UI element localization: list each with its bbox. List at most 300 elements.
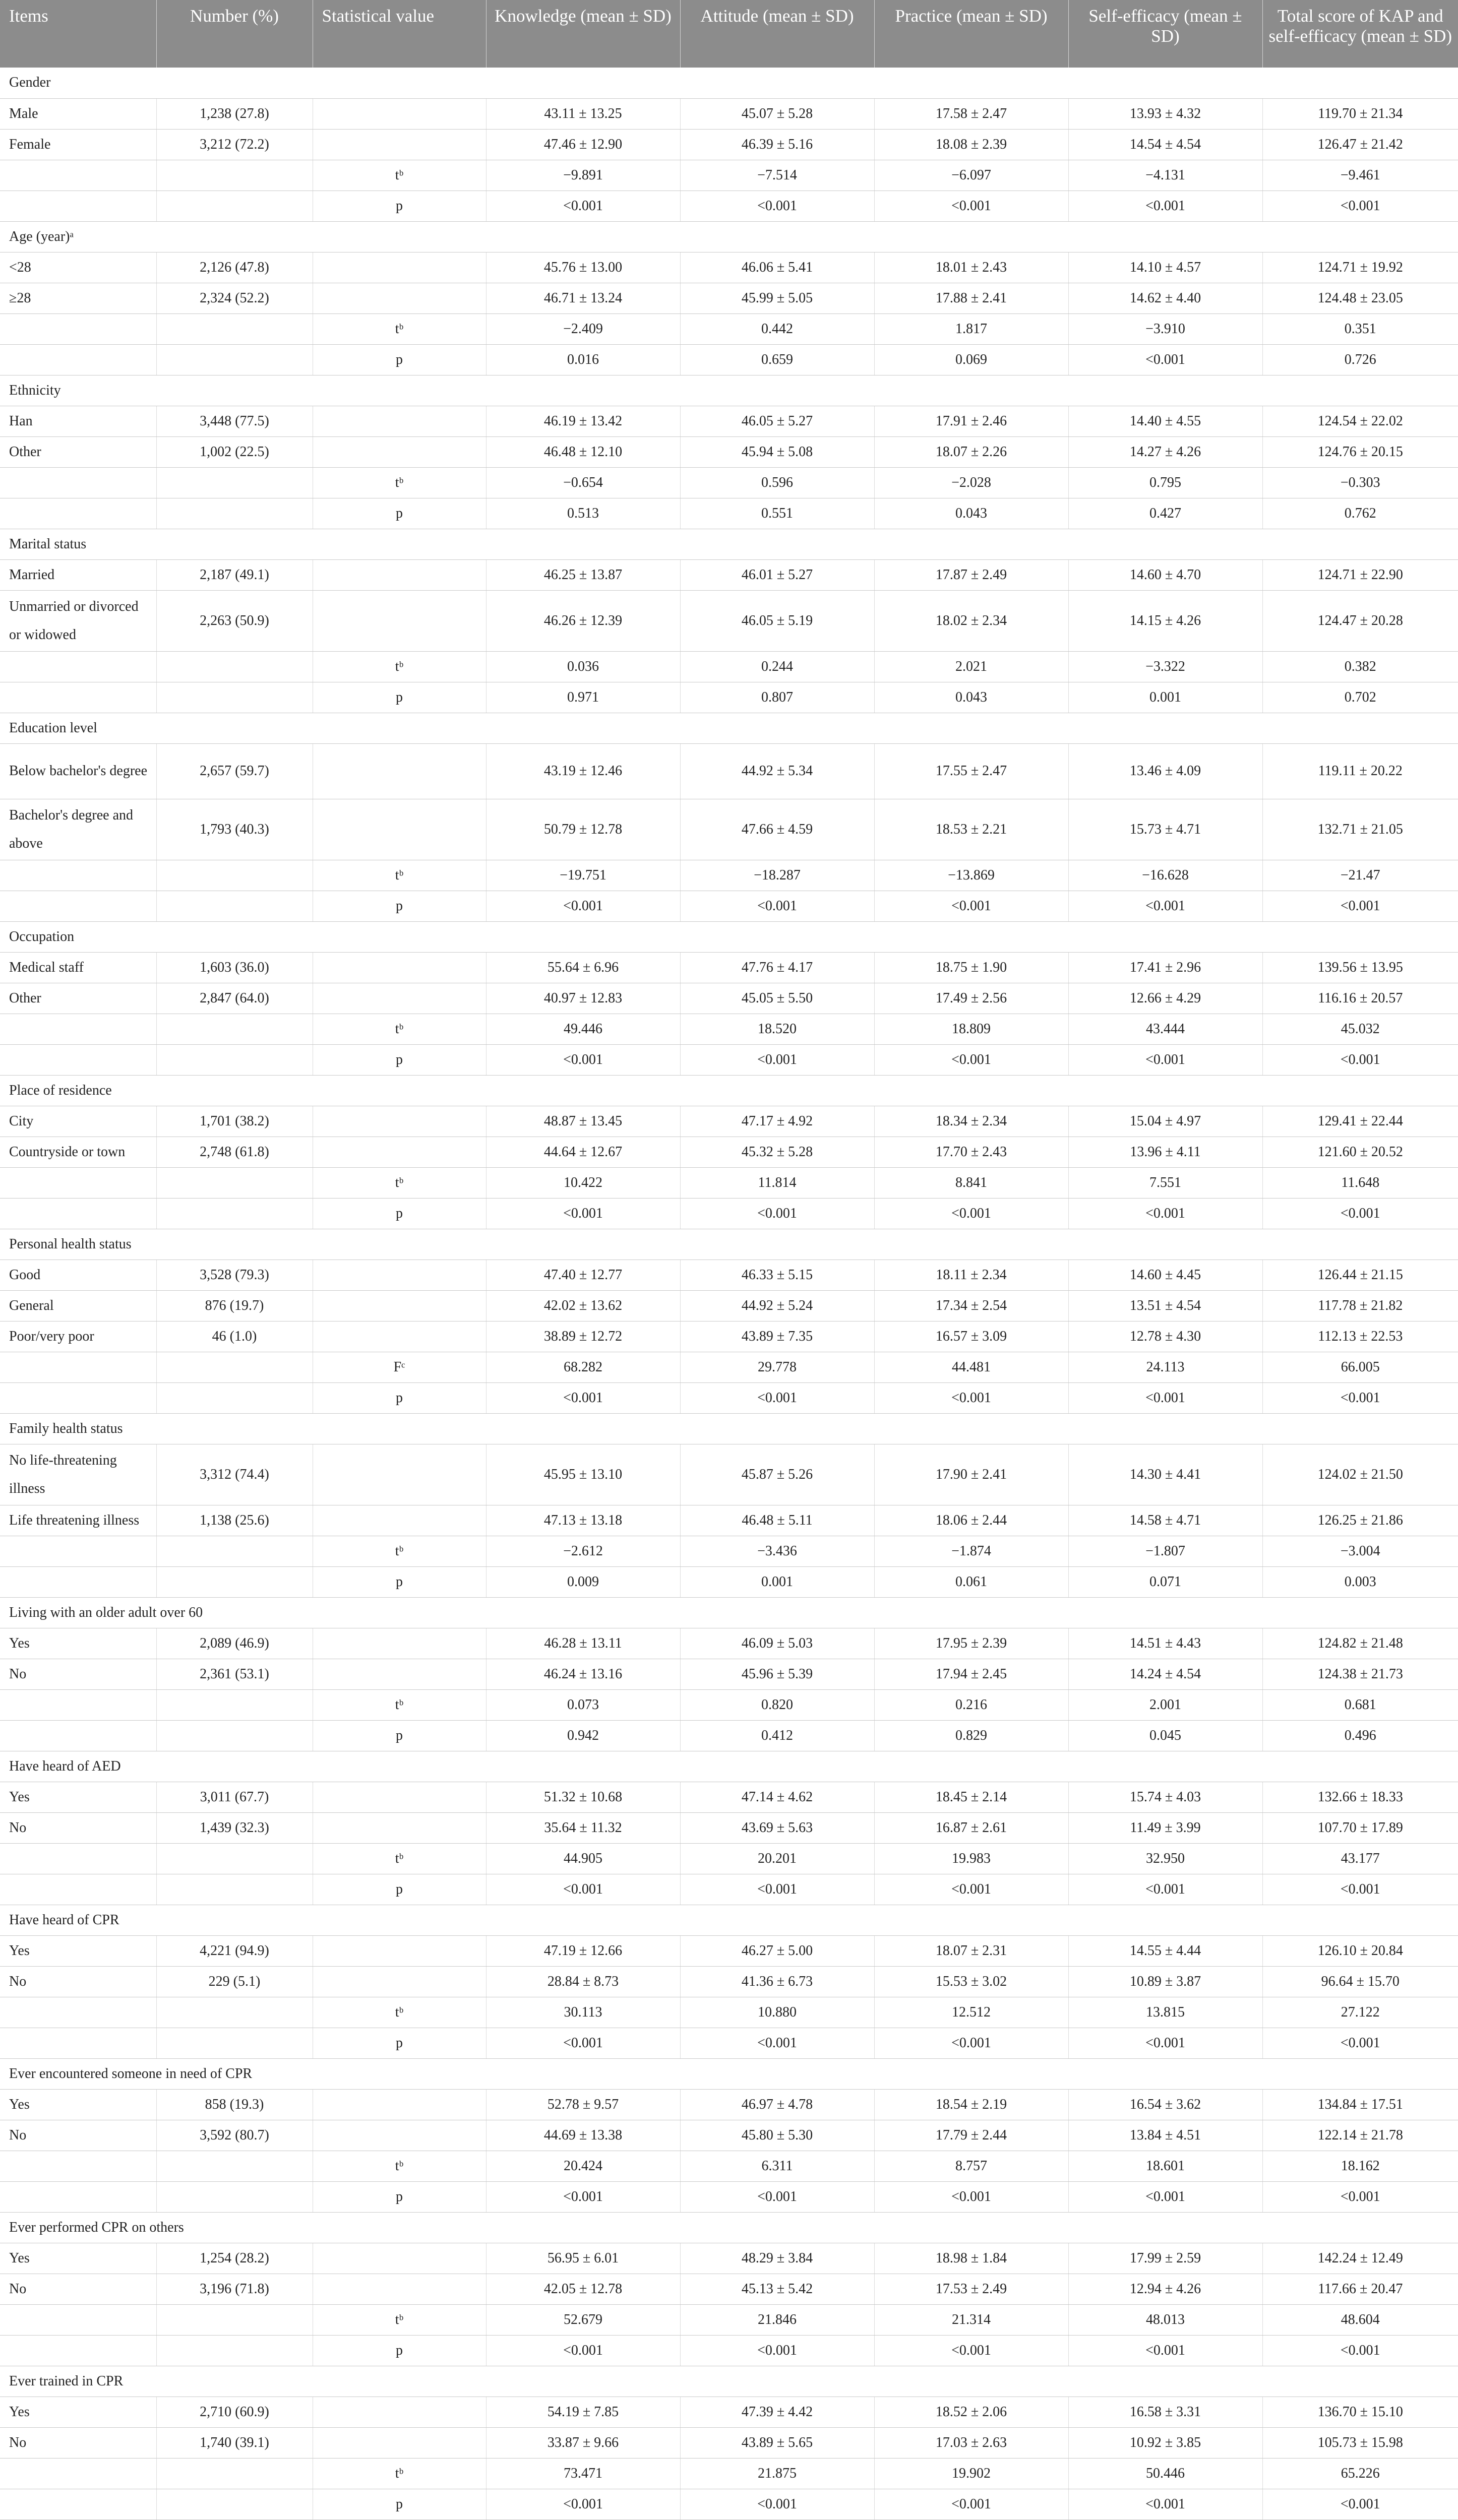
row-number	[156, 2335, 313, 2366]
group-title: Marital status	[0, 529, 1458, 559]
attitude-cell: 45.94 ± 5.08	[680, 436, 874, 467]
self-efficacy-cell: 13.46 ± 4.09	[1068, 743, 1262, 799]
row-label	[0, 1167, 156, 1198]
total-score-cell: 142.24 ± 12.49	[1262, 2243, 1458, 2274]
row-label: City	[0, 1106, 156, 1137]
knowledge-cell: 0.513	[486, 498, 680, 529]
row-stat-label	[313, 1966, 486, 1997]
total-score-cell: 0.496	[1262, 1720, 1458, 1751]
self-efficacy-cell: 14.62 ± 4.40	[1068, 283, 1262, 313]
group-title: Gender	[0, 68, 1458, 98]
knowledge-cell: 54.19 ± 7.85	[486, 2397, 680, 2427]
self-efficacy-cell: <0.001	[1068, 1874, 1262, 1905]
row-stat-label	[313, 2397, 486, 2427]
row-number: 1,603 (36.0)	[156, 952, 313, 983]
group-title: Family health status	[0, 1413, 1458, 1444]
total-score-cell: <0.001	[1262, 2335, 1458, 2366]
attitude-cell: 47.76 ± 4.17	[680, 952, 874, 983]
total-score-cell: 121.60 ± 20.52	[1262, 1137, 1458, 1167]
knowledge-cell: −0.654	[486, 467, 680, 498]
header-statistical-value: Statistical value	[313, 0, 486, 68]
row-number	[156, 160, 313, 191]
total-score-cell: 43.177	[1262, 1843, 1458, 1874]
header-items: Items	[0, 0, 156, 68]
total-score-cell: 0.681	[1262, 1689, 1458, 1720]
knowledge-cell: 46.24 ± 13.16	[486, 1659, 680, 1689]
practice-cell: <0.001	[874, 2028, 1068, 2058]
group-header-row	[0, 713, 1458, 743]
attitude-cell: 48.29 ± 3.84	[680, 2243, 874, 2274]
row-label: No life-threatening illness	[0, 1444, 156, 1505]
row-number: 3,196 (71.8)	[156, 2274, 313, 2304]
row-label: Yes	[0, 2089, 156, 2120]
table-row	[0, 98, 1458, 129]
attitude-cell: 47.39 ± 4.42	[680, 2397, 874, 2427]
row-stat-label	[313, 1290, 486, 1321]
practice-cell: <0.001	[874, 1044, 1068, 1075]
practice-cell: <0.001	[874, 2335, 1068, 2366]
row-label: ≥28	[0, 283, 156, 313]
self-efficacy-cell: 14.60 ± 4.45	[1068, 1259, 1262, 1290]
row-stat-label: p	[313, 1382, 486, 1413]
group-title: Place of residence	[0, 1075, 1458, 1106]
row-label	[0, 2181, 156, 2212]
row-number: 2,324 (52.2)	[156, 283, 313, 313]
total-score-cell: 105.73 ± 15.98	[1262, 2427, 1458, 2458]
self-efficacy-cell: 50.446	[1068, 2458, 1262, 2489]
row-number	[156, 891, 313, 921]
row-number: 858 (19.3)	[156, 2089, 313, 2120]
self-efficacy-cell: 13.84 ± 4.51	[1068, 2120, 1262, 2151]
row-label	[0, 498, 156, 529]
knowledge-cell: 47.19 ± 12.66	[486, 1935, 680, 1966]
attitude-cell: 44.92 ± 5.34	[680, 743, 874, 799]
total-score-cell: 126.25 ± 21.86	[1262, 1505, 1458, 1536]
row-label: Bachelor's degree and above	[0, 799, 156, 860]
attitude-cell: 47.17 ± 4.92	[680, 1106, 874, 1137]
attitude-cell: −18.287	[680, 860, 874, 891]
total-score-cell: 132.71 ± 21.05	[1262, 799, 1458, 860]
row-number	[156, 2028, 313, 2058]
row-label	[0, 2028, 156, 2058]
row-number: 3,528 (79.3)	[156, 1259, 313, 1290]
group-header-row	[0, 529, 1458, 559]
row-stat-label	[313, 2274, 486, 2304]
self-efficacy-cell: −1.807	[1068, 1536, 1262, 1566]
table-row	[0, 1935, 1458, 1966]
attitude-cell: 6.311	[680, 2151, 874, 2181]
row-number: 2,710 (60.9)	[156, 2397, 313, 2427]
table-row	[0, 344, 1458, 375]
row-number: 3,448 (77.5)	[156, 406, 313, 436]
table-row	[0, 498, 1458, 529]
attitude-cell: 45.87 ± 5.26	[680, 1444, 874, 1505]
attitude-cell: <0.001	[680, 1198, 874, 1229]
self-efficacy-cell: 14.27 ± 4.26	[1068, 436, 1262, 467]
group-title: Living with an older adult over 60	[0, 1597, 1458, 1628]
row-stat-label: tᵇ	[313, 2458, 486, 2489]
knowledge-cell: 38.89 ± 12.72	[486, 1321, 680, 1352]
row-stat-label: p	[313, 1720, 486, 1751]
total-score-cell: 129.41 ± 22.44	[1262, 1106, 1458, 1137]
row-number: 3,212 (72.2)	[156, 129, 313, 160]
knowledge-cell: <0.001	[486, 1382, 680, 1413]
row-stat-label	[313, 799, 486, 860]
table-row	[0, 1137, 1458, 1167]
total-score-cell: 124.02 ± 21.50	[1262, 1444, 1458, 1505]
row-number: 2,263 (50.9)	[156, 590, 313, 651]
attitude-cell: 21.846	[680, 2304, 874, 2335]
table-row	[0, 651, 1458, 682]
row-number: 3,011 (67.7)	[156, 1782, 313, 1812]
attitude-cell: 46.39 ± 5.16	[680, 129, 874, 160]
row-stat-label	[313, 2427, 486, 2458]
table-row	[0, 1536, 1458, 1566]
table-row	[0, 1874, 1458, 1905]
row-label	[0, 1014, 156, 1044]
table-row	[0, 1382, 1458, 1413]
row-stat-label	[313, 1137, 486, 1167]
row-label: Life threatening illness	[0, 1505, 156, 1536]
row-stat-label: tᵇ	[313, 467, 486, 498]
knowledge-cell: 46.28 ± 13.11	[486, 1628, 680, 1659]
attitude-cell: 0.659	[680, 344, 874, 375]
table-row	[0, 1997, 1458, 2028]
row-stat-label: tᵇ	[313, 2151, 486, 2181]
row-number	[156, 2151, 313, 2181]
row-stat-label	[313, 98, 486, 129]
self-efficacy-cell: 13.815	[1068, 1997, 1262, 2028]
knowledge-cell: <0.001	[486, 1874, 680, 1905]
total-score-cell: <0.001	[1262, 2181, 1458, 2212]
table-row	[0, 860, 1458, 891]
row-label: No	[0, 1659, 156, 1689]
row-stat-label: tᵇ	[313, 1843, 486, 1874]
knowledge-cell: 46.71 ± 13.24	[486, 283, 680, 313]
row-label: General	[0, 1290, 156, 1321]
total-score-cell: <0.001	[1262, 2028, 1458, 2058]
row-label	[0, 2151, 156, 2181]
row-stat-label: tᵇ	[313, 313, 486, 344]
self-efficacy-cell: 15.73 ± 4.71	[1068, 799, 1262, 860]
group-header-row	[0, 1413, 1458, 1444]
row-label: Yes	[0, 2243, 156, 2274]
table-row	[0, 1720, 1458, 1751]
attitude-cell: 0.807	[680, 682, 874, 713]
row-number	[156, 1720, 313, 1751]
table-row	[0, 891, 1458, 921]
knowledge-cell: 10.422	[486, 1167, 680, 1198]
total-score-cell: 0.702	[1262, 682, 1458, 713]
total-score-cell: 124.54 ± 22.02	[1262, 406, 1458, 436]
practice-cell: −13.869	[874, 860, 1068, 891]
attitude-cell: 46.48 ± 5.11	[680, 1505, 874, 1536]
attitude-cell: 0.412	[680, 1720, 874, 1751]
total-score-cell: 0.762	[1262, 498, 1458, 529]
knowledge-cell: −2.409	[486, 313, 680, 344]
self-efficacy-cell: <0.001	[1068, 191, 1262, 221]
table-row	[0, 682, 1458, 713]
row-number: 2,657 (59.7)	[156, 743, 313, 799]
total-score-cell: 96.64 ± 15.70	[1262, 1966, 1458, 1997]
practice-cell: 16.57 ± 3.09	[874, 1321, 1068, 1352]
self-efficacy-cell: −16.628	[1068, 860, 1262, 891]
attitude-cell: 46.97 ± 4.78	[680, 2089, 874, 2120]
row-stat-label	[313, 1444, 486, 1505]
attitude-cell: 0.551	[680, 498, 874, 529]
total-score-cell: <0.001	[1262, 1198, 1458, 1229]
practice-cell: 18.52 ± 2.06	[874, 2397, 1068, 2427]
practice-cell: 18.45 ± 2.14	[874, 1782, 1068, 1812]
row-label: Countryside or town	[0, 1137, 156, 1167]
practice-cell: 18.34 ± 2.34	[874, 1106, 1068, 1137]
row-label: <28	[0, 252, 156, 283]
row-stat-label	[313, 743, 486, 799]
knowledge-cell: 56.95 ± 6.01	[486, 2243, 680, 2274]
total-score-cell: 0.351	[1262, 313, 1458, 344]
total-score-cell: 124.71 ± 19.92	[1262, 252, 1458, 283]
table-row	[0, 2335, 1458, 2366]
table-row	[0, 1659, 1458, 1689]
row-label: Female	[0, 129, 156, 160]
self-efficacy-cell: <0.001	[1068, 2028, 1262, 2058]
row-number: 1,740 (39.1)	[156, 2427, 313, 2458]
row-stat-label: p	[313, 498, 486, 529]
row-number	[156, 1536, 313, 1566]
row-number	[156, 191, 313, 221]
self-efficacy-cell: <0.001	[1068, 1382, 1262, 1413]
self-efficacy-cell: 12.66 ± 4.29	[1068, 983, 1262, 1014]
header-attitude: Attitude (mean ± SD)	[680, 0, 874, 68]
table-row	[0, 1566, 1458, 1597]
row-number	[156, 2458, 313, 2489]
self-efficacy-cell: −3.322	[1068, 651, 1262, 682]
knowledge-cell: 35.64 ± 11.32	[486, 1812, 680, 1843]
self-efficacy-cell: 17.99 ± 2.59	[1068, 2243, 1262, 2274]
knowledge-cell: 42.02 ± 13.62	[486, 1290, 680, 1321]
knowledge-cell: 40.97 ± 12.83	[486, 983, 680, 1014]
attitude-cell: 10.880	[680, 1997, 874, 2028]
attitude-cell: 46.33 ± 5.15	[680, 1259, 874, 1290]
row-stat-label: tᵇ	[313, 1689, 486, 1720]
practice-cell: <0.001	[874, 1874, 1068, 1905]
table-row	[0, 406, 1458, 436]
row-label: No	[0, 2120, 156, 2151]
row-label	[0, 1997, 156, 2028]
total-score-cell: <0.001	[1262, 191, 1458, 221]
total-score-cell: 126.44 ± 21.15	[1262, 1259, 1458, 1290]
knowledge-cell: 42.05 ± 12.78	[486, 2274, 680, 2304]
practice-cell: 17.95 ± 2.39	[874, 1628, 1068, 1659]
group-header-row	[0, 1751, 1458, 1782]
row-number	[156, 1997, 313, 2028]
table-row	[0, 2089, 1458, 2120]
table-row	[0, 129, 1458, 160]
attitude-cell: 0.596	[680, 467, 874, 498]
row-number: 4,221 (94.9)	[156, 1935, 313, 1966]
knowledge-cell: −19.751	[486, 860, 680, 891]
practice-cell: 18.53 ± 2.21	[874, 799, 1068, 860]
table-row	[0, 1321, 1458, 1352]
practice-cell: 17.87 ± 2.49	[874, 559, 1068, 590]
total-score-cell: 136.70 ± 15.10	[1262, 2397, 1458, 2427]
knowledge-cell: <0.001	[486, 2181, 680, 2212]
row-number	[156, 1566, 313, 1597]
knowledge-cell: 44.69 ± 13.38	[486, 2120, 680, 2151]
table-row	[0, 2397, 1458, 2427]
row-number	[156, 1167, 313, 1198]
self-efficacy-cell: 13.93 ± 4.32	[1068, 98, 1262, 129]
row-label: No	[0, 2274, 156, 2304]
attitude-cell: <0.001	[680, 2335, 874, 2366]
knowledge-cell: 20.424	[486, 2151, 680, 2181]
group-title: Have heard of AED	[0, 1751, 1458, 1782]
row-stat-label	[313, 283, 486, 313]
row-number	[156, 1843, 313, 1874]
knowledge-cell: 55.64 ± 6.96	[486, 952, 680, 983]
knowledge-cell: 47.40 ± 12.77	[486, 1259, 680, 1290]
total-score-cell: 122.14 ± 21.78	[1262, 2120, 1458, 2151]
row-stat-label	[313, 2243, 486, 2274]
total-score-cell: 126.10 ± 20.84	[1262, 1935, 1458, 1966]
practice-cell: 17.49 ± 2.56	[874, 983, 1068, 1014]
self-efficacy-cell: 18.601	[1068, 2151, 1262, 2181]
group-header-row	[0, 68, 1458, 98]
practice-cell: <0.001	[874, 891, 1068, 921]
attitude-cell: 29.778	[680, 1352, 874, 1382]
attitude-cell: <0.001	[680, 1044, 874, 1075]
row-stat-label: p	[313, 1566, 486, 1597]
practice-cell: <0.001	[874, 2181, 1068, 2212]
knowledge-cell: 46.25 ± 13.87	[486, 559, 680, 590]
row-number	[156, 1874, 313, 1905]
table-row	[0, 1290, 1458, 1321]
practice-cell: 18.08 ± 2.39	[874, 129, 1068, 160]
total-score-cell: 126.47 ± 21.42	[1262, 129, 1458, 160]
table-row	[0, 1689, 1458, 1720]
row-number	[156, 344, 313, 375]
self-efficacy-cell: 14.54 ± 4.54	[1068, 129, 1262, 160]
knowledge-cell: 46.48 ± 12.10	[486, 436, 680, 467]
group-title: Age (year)ᵃ	[0, 221, 1458, 252]
knowledge-cell: 52.679	[486, 2304, 680, 2335]
table-row	[0, 160, 1458, 191]
row-label: No	[0, 1966, 156, 1997]
knowledge-cell: 47.13 ± 13.18	[486, 1505, 680, 1536]
row-number	[156, 1382, 313, 1413]
practice-cell: 17.58 ± 2.47	[874, 98, 1068, 129]
row-number	[156, 1352, 313, 1382]
table-row	[0, 799, 1458, 860]
knowledge-cell: 44.905	[486, 1843, 680, 1874]
attitude-cell: 45.13 ± 5.42	[680, 2274, 874, 2304]
attitude-cell: <0.001	[680, 891, 874, 921]
practice-cell: 18.01 ± 2.43	[874, 252, 1068, 283]
practice-cell: 0.043	[874, 498, 1068, 529]
attitude-cell: 44.92 ± 5.24	[680, 1290, 874, 1321]
table-row	[0, 252, 1458, 283]
row-label	[0, 2458, 156, 2489]
self-efficacy-cell: 48.013	[1068, 2304, 1262, 2335]
self-efficacy-cell: 7.551	[1068, 1167, 1262, 1198]
row-stat-label: Fᶜ	[313, 1352, 486, 1382]
knowledge-cell: 0.073	[486, 1689, 680, 1720]
attitude-cell: 0.820	[680, 1689, 874, 1720]
knowledge-cell: <0.001	[486, 2028, 680, 2058]
table-row	[0, 2151, 1458, 2181]
attitude-cell: <0.001	[680, 2489, 874, 2519]
knowledge-cell: <0.001	[486, 2335, 680, 2366]
row-number: 2,089 (46.9)	[156, 1628, 313, 1659]
row-label	[0, 860, 156, 891]
self-efficacy-cell: 13.96 ± 4.11	[1068, 1137, 1262, 1167]
table-row	[0, 1259, 1458, 1290]
row-label: Below bachelor's degree	[0, 743, 156, 799]
self-efficacy-cell: 15.04 ± 4.97	[1068, 1106, 1262, 1137]
row-stat-label	[313, 1812, 486, 1843]
practice-cell: 17.79 ± 2.44	[874, 2120, 1068, 2151]
row-label	[0, 467, 156, 498]
table-row	[0, 743, 1458, 799]
row-number: 3,312 (74.4)	[156, 1444, 313, 1505]
row-stat-label	[313, 252, 486, 283]
table-row	[0, 590, 1458, 651]
total-score-cell: 124.76 ± 20.15	[1262, 436, 1458, 467]
row-label	[0, 1566, 156, 1597]
attitude-cell: <0.001	[680, 2181, 874, 2212]
practice-cell: 8.757	[874, 2151, 1068, 2181]
knowledge-cell: 33.87 ± 9.66	[486, 2427, 680, 2458]
total-score-cell: 107.70 ± 17.89	[1262, 1812, 1458, 1843]
attitude-cell: 46.05 ± 5.19	[680, 590, 874, 651]
attitude-cell: <0.001	[680, 1382, 874, 1413]
header-knowledge: Knowledge (mean ± SD)	[486, 0, 680, 68]
self-efficacy-cell: 14.51 ± 4.43	[1068, 1628, 1262, 1659]
self-efficacy-cell: 12.78 ± 4.30	[1068, 1321, 1262, 1352]
attitude-cell: −3.436	[680, 1536, 874, 1566]
table-row	[0, 2458, 1458, 2489]
row-stat-label	[313, 559, 486, 590]
attitude-cell: 46.06 ± 5.41	[680, 252, 874, 283]
row-stat-label	[313, 1782, 486, 1812]
attitude-cell: 45.05 ± 5.50	[680, 983, 874, 1014]
self-efficacy-cell: 0.071	[1068, 1566, 1262, 1597]
attitude-cell: <0.001	[680, 1874, 874, 1905]
total-score-cell: 132.66 ± 18.33	[1262, 1782, 1458, 1812]
practice-cell: −2.028	[874, 467, 1068, 498]
practice-cell: 17.90 ± 2.41	[874, 1444, 1068, 1505]
attitude-cell: 45.07 ± 5.28	[680, 98, 874, 129]
total-score-cell: 124.38 ± 21.73	[1262, 1659, 1458, 1689]
self-efficacy-cell: <0.001	[1068, 1198, 1262, 1229]
practice-cell: −1.874	[874, 1536, 1068, 1566]
row-stat-label: tᵇ	[313, 1997, 486, 2028]
row-stat-label: tᵇ	[313, 1014, 486, 1044]
table-row	[0, 1505, 1458, 1536]
table-row	[0, 191, 1458, 221]
total-score-cell: 45.032	[1262, 1014, 1458, 1044]
total-score-cell: 117.78 ± 21.82	[1262, 1290, 1458, 1321]
self-efficacy-cell: 32.950	[1068, 1843, 1262, 1874]
self-efficacy-cell: 24.113	[1068, 1352, 1262, 1382]
total-score-cell: −3.004	[1262, 1536, 1458, 1566]
practice-cell: <0.001	[874, 191, 1068, 221]
group-title: Personal health status	[0, 1229, 1458, 1259]
total-score-cell: <0.001	[1262, 1874, 1458, 1905]
row-number: 3,592 (80.7)	[156, 2120, 313, 2151]
row-stat-label: tᵇ	[313, 1167, 486, 1198]
attitude-cell: 18.520	[680, 1014, 874, 1044]
